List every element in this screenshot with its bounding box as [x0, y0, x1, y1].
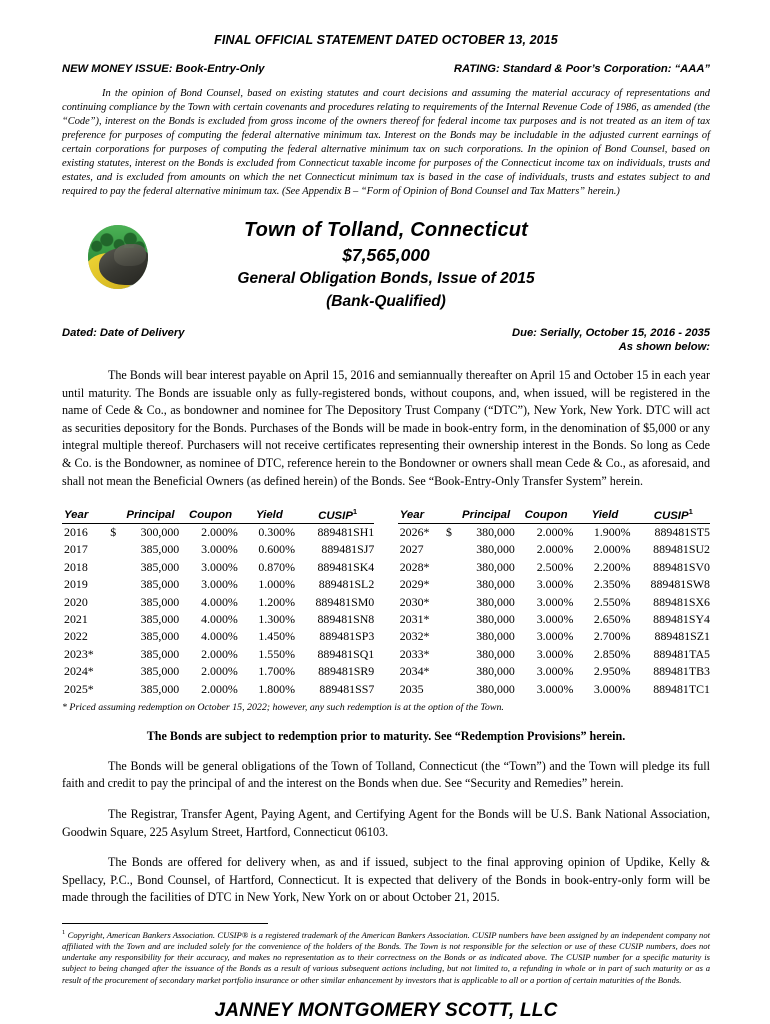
table-row — [62, 594, 374, 611]
table-row — [62, 611, 374, 628]
cell-cusip: 889481SP3 — [319, 629, 375, 644]
maturity-rows-right — [398, 523, 710, 697]
cell-cusip: 889481SM0 — [315, 594, 375, 609]
cell-currency: $ — [110, 525, 117, 540]
cell-year: 2025* — [64, 681, 94, 696]
cell-principal: 385,000 — [140, 542, 180, 557]
cell-coupon: 4.000% — [201, 594, 238, 609]
dated-label: Dated: Date of Delivery — [62, 327, 185, 339]
redemption-pricing-note: * Priced assuming redemption on October 15, 2022; however, any such redemption is at the option of the Town. — [62, 701, 504, 713]
cell-coupon: 3.000% — [201, 577, 238, 592]
table-row — [62, 628, 374, 645]
cell-coupon: 2.000% — [536, 525, 574, 540]
cell-cusip: 889481SZ1 — [654, 629, 710, 644]
table-row — [398, 680, 710, 697]
cusip-footnote-marker: 1 — [352, 507, 358, 517]
cell-cusip: 889481SR9 — [318, 664, 375, 679]
column-header-cusip: CUSIP$^1$ — [301, 507, 374, 523]
cell-currency — [110, 663, 121, 680]
cell-year: 2029* — [399, 577, 430, 592]
cell-principal: 380,000 — [476, 542, 515, 557]
cusip-footnote-marker: 1 — [688, 507, 693, 517]
cell-currency — [446, 628, 457, 645]
cusip-footnote-text: $^1$ Copyright, American Bankers Association. CUSIP® is a registered trademark of the American Bankers Association. CUSIP numbers have been assigned by an independent company not affiliated with the Town and are included solely for the convenience of the holders of the Bonds. The Town is not responsible for the selection or use of these CUSIP numbers, does not undertake any responsibility for their accuracy, and makes no representation as to their correctness on the Bonds or as indicated above. The CUSIP number for a specific maturity is subject to being changed after the issuance of the Bonds as a result of various subsequent actions including, but not limited to, a refunding in whole or in part of such maturity or as a result of the procurement of secondary market portfolio insurance or other similar enhancement by investors that is applicable to all or a portion of certain maturities of the Bonds. — [62, 929, 710, 985]
cell-year: 2035 — [399, 681, 424, 696]
cell-currency — [110, 541, 121, 558]
table-row — [398, 541, 710, 558]
cell-yield: 0.300% — [258, 525, 295, 540]
cell-yield: 2.850% — [593, 646, 631, 661]
cell-year: 2019 — [64, 577, 88, 592]
column-header-coupon: Coupon — [519, 507, 580, 523]
cell-cusip: 889481SH1 — [317, 525, 375, 540]
cell-coupon: 2.500% — [536, 559, 574, 574]
cell-year: 2023* — [64, 646, 94, 661]
table-row — [62, 663, 374, 680]
cell-cusip: 889481SW8 — [650, 577, 710, 592]
table-row — [62, 646, 374, 663]
cell-currency — [110, 576, 121, 593]
cell-principal: 385,000 — [140, 594, 180, 609]
cell-cusip: 889481SL2 — [318, 577, 375, 592]
cell-coupon: 3.000% — [536, 612, 574, 626]
cell-principal: 380,000 — [476, 577, 515, 592]
cell-cusip: 889481SQ1 — [317, 646, 375, 661]
cell-year: 2024* — [64, 664, 94, 679]
cell-yield: 1.200% — [258, 594, 295, 609]
cell-cusip: 889481TA5 — [653, 646, 710, 661]
cell-coupon: 3.000% — [536, 594, 574, 609]
cell-year: 2017 — [64, 542, 88, 557]
cell-currency — [110, 646, 121, 663]
due-label: Due: Serially, October 15, 2016 - 2035 — [512, 327, 710, 339]
cell-year: 2020 — [64, 594, 88, 609]
cell-currency: $ — [445, 525, 452, 540]
column-header-year: Year — [398, 507, 458, 523]
cell-coupon: 2.000% — [201, 664, 238, 679]
cell-cusip: 889481SV0 — [653, 559, 710, 574]
cell-yield: 1.000% — [258, 577, 295, 592]
registrar-paragraph: The Registrar, Transfer Agent, Paying Agent, and Certifying Agent for the Bonds will be U.S. Bank National Association, Goodwin Square, 225 Asylum Street, Hartford, Connecticut 06103. — [62, 807, 710, 839]
cell-currency — [446, 594, 457, 611]
document-content — [62, 0, 710, 1022]
cell-principal: 380,000 — [476, 559, 515, 574]
issuer-title-block — [62, 217, 710, 313]
cell-year: 2032* — [399, 629, 430, 644]
cell-year: 2022 — [64, 629, 88, 644]
cell-yield: 1.450% — [258, 629, 295, 644]
cell-principal: 380,000 — [476, 664, 515, 679]
page-title: FINAL OFFICIAL STATEMENT DATED OCTOBER 13, 2015 — [214, 33, 558, 47]
issue-type-label: NEW MONEY ISSUE: Book-Entry-Only — [62, 63, 265, 75]
cell-currency — [110, 594, 121, 611]
cell-currency — [110, 559, 121, 576]
cell-coupon: 3.000% — [201, 542, 238, 557]
column-header-coupon: Coupon — [183, 507, 244, 523]
table-header-row — [398, 507, 710, 523]
cell-currency — [446, 559, 457, 576]
table-row — [398, 628, 710, 645]
table-row — [398, 576, 710, 593]
cell-currency — [446, 576, 457, 593]
maturity-rows-left — [62, 523, 374, 697]
cell-coupon: 2.000% — [536, 542, 574, 557]
bond-counsel-opinion: In the opinion of Bond Counsel, based on existing statutes and court decisions and assuming the material accuracy of representations and continuing compliance by the Town with certain covenants and procedures relating to requirements of the Internal Revenue Code of 1986, as amended (the “Code”), interest on the Bonds is excluded from gross income of the owners thereof for federal income tax purposes and is not treated as an item of tax preference for purposes of computing the federal alternative minimum tax. Interest on the Bonds may be includable in the adjusted current earnings of certain corporations for purposes of computing the federal alternative minimum tax on such corporations. In the opinion of Bond Counsel, based on existing statutes, interest on the Bonds is excluded from Connecticut taxable income for purposes of the Connecticut income tax on individuals, trusts and estates, and is excluded from amounts on which the net Connecticut minimum tax is based in the case of individuals, trusts and estates subject to and required to pay the federal alternative minimum tax. (See Appendix B – “Form of Opinion of Bond Counsel and Tax Matters” herein.) — [62, 88, 710, 197]
cell-principal: 380,000 — [476, 525, 515, 540]
cell-coupon: 3.000% — [201, 559, 238, 574]
rating-label: RATING: Standard & Poor’s Corporation: “AAA” — [453, 63, 710, 75]
par-amount: $7,565,000 — [342, 245, 430, 265]
table-row — [398, 611, 710, 628]
table-row — [398, 523, 710, 541]
cell-principal: 380,000 — [476, 612, 515, 626]
cell-principal: 380,000 — [476, 646, 515, 661]
cell-year: 2033* — [399, 646, 430, 661]
table-row — [62, 523, 374, 541]
cell-coupon: 4.000% — [201, 612, 238, 626]
cell-yield: 1.700% — [258, 664, 295, 679]
cell-principal: 385,000 — [140, 681, 180, 696]
cell-coupon: 3.000% — [536, 681, 574, 696]
town-seal-icon — [88, 225, 148, 289]
cell-yield: 2.200% — [593, 559, 631, 574]
column-header-yield: Yield — [579, 507, 636, 523]
table-row — [398, 663, 710, 680]
cell-currency — [110, 680, 121, 697]
dated-due-row — [62, 327, 710, 339]
cell-year: 2016 — [64, 525, 88, 540]
cell-coupon: 4.000% — [201, 629, 238, 644]
table-row — [62, 559, 374, 576]
cell-yield: 2.950% — [593, 664, 631, 679]
cell-year: 2031* — [399, 612, 430, 626]
table-gap — [374, 507, 397, 698]
table-row — [398, 646, 710, 663]
cell-coupon: 2.000% — [201, 646, 238, 661]
cell-yield: 1.550% — [258, 646, 295, 661]
cell-yield: 2.550% — [593, 594, 631, 609]
cusip-footnote-block — [62, 923, 710, 986]
cell-cusip: 889481SS7 — [319, 681, 375, 696]
seal-rock-highlight — [114, 244, 145, 266]
cell-cusip: 889481SX6 — [653, 594, 710, 609]
cell-principal: 385,000 — [140, 646, 180, 661]
cell-currency — [446, 611, 457, 628]
cell-principal: 380,000 — [476, 594, 515, 609]
cell-principal: 385,000 — [140, 612, 180, 626]
cell-coupon: 3.000% — [536, 646, 574, 661]
cell-year: 2027 — [399, 542, 424, 557]
maturity-schedule — [62, 507, 710, 698]
cell-currency — [446, 541, 457, 558]
cell-yield: 1.300% — [258, 612, 295, 626]
cell-yield: 2.000% — [593, 542, 631, 557]
maturity-table-left — [62, 507, 374, 698]
cell-principal: 385,000 — [140, 664, 180, 679]
cell-yield: 1.800% — [258, 681, 295, 696]
cell-currency — [446, 663, 457, 680]
column-header-year: Year — [62, 507, 122, 523]
cell-cusip: 889481SN8 — [317, 612, 375, 626]
cell-principal: 385,000 — [140, 559, 180, 574]
cell-yield: 2.650% — [593, 612, 631, 626]
cell-cusip: 889481TB3 — [653, 664, 710, 679]
cell-year: 2021 — [64, 612, 88, 626]
footnote-divider — [62, 923, 268, 924]
redemption-notice: The Bonds are subject to redemption prior to maturity. See “Redemption Provisions” herein. — [146, 728, 626, 743]
cell-yield: 0.600% — [258, 542, 295, 557]
cell-currency — [110, 628, 121, 645]
cell-year: 2018 — [64, 559, 88, 574]
cell-coupon: 3.000% — [536, 577, 574, 592]
cell-principal: 385,000 — [140, 629, 180, 644]
cell-yield: 3.000% — [593, 681, 631, 696]
table-row — [62, 576, 374, 593]
cell-yield: 0.870% — [258, 559, 295, 574]
issuer-name: Town of Tolland, Connecticut — [243, 219, 529, 241]
cell-yield: 1.900% — [593, 525, 631, 540]
cell-cusip: 889481SU2 — [653, 542, 710, 557]
cell-cusip: 889481SJ7 — [321, 542, 375, 557]
delivery-paragraph: The Bonds are offered for delivery when, as and if issued, subject to the final approving opinion of Updike, Kelly & Spellacy, P.C., Bond Counsel, of Hartford, Connecticut. It is expected that delivery of the Bonds in book-entry-only form will be made through the facilities of DTC in New York, New York on or about October 21, 2015. — [62, 855, 710, 905]
cell-currency — [110, 611, 121, 628]
general-obligations-paragraph: The Bonds will be general obligations of the Town of Tolland, Connecticut (the “Town”) and the Town will pledge its full faith and credit to pay the principal of and the interest on the Bonds when due. See “Security and Remedies” herein. — [62, 758, 710, 791]
maturity-table-right — [398, 507, 710, 698]
cell-cusip: 889481ST5 — [654, 525, 710, 540]
bank-qualified-label: (Bank-Qualified) — [326, 293, 446, 310]
cell-year: 2028* — [399, 559, 430, 574]
table-row — [398, 559, 710, 576]
cell-currency — [446, 646, 457, 663]
cell-cusip: 889481SY4 — [653, 612, 710, 626]
cell-year: 2034* — [399, 664, 430, 679]
cell-currency — [446, 680, 457, 697]
cell-cusip: 889481TC1 — [653, 681, 710, 696]
cell-principal: 300,000 — [140, 525, 180, 540]
column-header-cusip: CUSIP$^1$ — [637, 507, 710, 523]
cell-year: 2026* — [399, 525, 430, 540]
cell-year: 2030* — [399, 594, 430, 609]
cell-yield: 2.700% — [593, 629, 631, 644]
table-row — [62, 541, 374, 558]
footnote-marker: 1 — [62, 929, 66, 937]
cell-coupon: 3.000% — [536, 664, 574, 679]
table-row — [62, 680, 374, 697]
cell-principal: 380,000 — [476, 629, 515, 644]
cell-coupon: 2.000% — [201, 525, 238, 540]
cell-principal: 380,000 — [476, 681, 515, 696]
cell-principal: 385,000 — [140, 577, 180, 592]
cell-coupon: 2.000% — [201, 681, 238, 696]
column-header-principal: Principal — [457, 507, 519, 523]
underwriter-name: JANNEY MONTGOMERY SCOTT, LLC — [214, 999, 558, 1021]
issue-rating-row — [62, 63, 710, 75]
column-header-yield: Yield — [244, 507, 301, 523]
bond-description: General Obligation Bonds, Issue of 2015 — [237, 270, 535, 287]
book-entry-paragraph: The Bonds will bear interest payable on April 15, 2016 and semiannually thereafter on April 15 and October 15 in each year until maturity. The Bonds are issuable only as fully-registered bonds, without coupons, and, when issued, will be registered in the name of Cede & Co., as bondowner and nominee for The Depository Trust Company (“DTC”), New York, New York. DTC will act as securities depository for the Bonds. Purchases of the Bonds will be made in book-entry form, in the denomination of $5,000 or any integral multiple thereof. Purchasers will not receive certificates representing their ownership interest in the Bonds. So long as Cede & Co. is the Bondowner, as nominee of DTC, reference herein to the Bondowner or owners shall mean Cede & Co., as aforesaid, and shall not mean the Beneficial Owners (as defined herein) of the Bonds. See “Book-Entry-Only Transfer System” herein. — [62, 368, 710, 488]
column-header-principal: Principal — [122, 507, 184, 523]
cell-yield: 2.350% — [593, 577, 631, 592]
table-row — [398, 594, 710, 611]
cell-coupon: 3.000% — [536, 629, 574, 644]
as-shown-below-label: As shown below: — [618, 341, 710, 353]
cell-cusip: 889481SK4 — [317, 559, 375, 574]
table-header-row — [62, 507, 374, 523]
